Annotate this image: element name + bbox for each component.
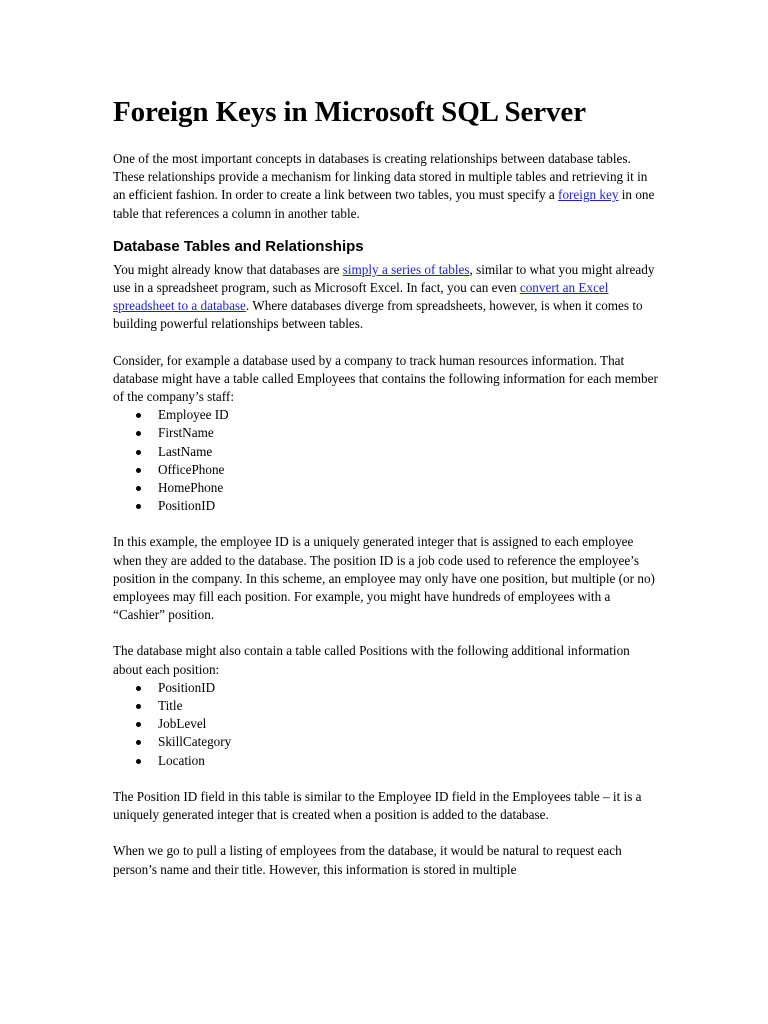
para1-text-1: You might already know that databases are [113, 261, 343, 277]
document-page [113, 94, 658, 879]
list-item: PositionID [113, 679, 658, 697]
para1-text-2: , similar to what you might already use in a spreadsheet program, such as Microsoft Excel. In fact, you can even [113, 261, 655, 296]
list-item: FirstName [113, 424, 658, 442]
foreign-key-link[interactable]: foreign key [558, 187, 619, 203]
document-title: Foreign Keys in Microsoft SQL Server [113, 96, 586, 128]
list-item: PositionID [113, 497, 658, 515]
list-item: Employee ID [113, 406, 658, 424]
paragraph-tables [113, 261, 658, 334]
position-fields-list [113, 679, 658, 770]
intro-text-1: One of the most important concepts in databases is creating relationships between database tables. These relationships provide a mechanism for linking data stored in multiple tables and retrieving it in an efficient fashion. In order to create a link between two tables, you must specify a [113, 151, 648, 203]
paragraph-positions-intro: The database might also contain a table called Positions with the following additional information about each position: [113, 643, 630, 677]
series-of-tables-link[interactable]: simply a series of tables [342, 261, 470, 277]
list-item: HomePhone [113, 479, 658, 497]
para1-text-3: . Where databases diverge from spreadsheets, however, is when it comes to building powerful relationships between tables. [113, 298, 643, 332]
intro-paragraph [113, 150, 658, 223]
section-heading: Database Tables and Relationships [113, 237, 364, 255]
employee-fields-list [113, 406, 658, 515]
paragraph-employee-id: In this example, the employee ID is a uniquely generated integer that is assigned to each employee when they are added to the database. The position ID is a job code used to reference the employee’s position in the company. In this scheme, an employee may only have one position, but multiple (or no) employees may fill each position. For example, you might have hundreds of employees with a “Cashier” position. [113, 534, 655, 623]
list-item: OfficePhone [113, 461, 658, 479]
paragraph-employees-intro: Consider, for example a database used by a company to track human resources information. That database might have a table called Employees that contains the following information for each member of the company’s staff: [113, 352, 658, 405]
paragraph-position-id: The Position ID field in this table is similar to the Employee ID field in the Employees table – it is a uniquely generated integer that is created when a position is added to the database. [113, 788, 642, 823]
convert-excel-link[interactable]: convert an Excel spreadsheet to a database [113, 280, 609, 314]
list-item: LastName [113, 443, 658, 461]
list-item: Location [113, 752, 658, 770]
list-item: JobLevel [113, 715, 658, 733]
list-item: SkillCategory [113, 733, 658, 751]
intro-text-2: in one table that references a column in another table. [113, 187, 655, 221]
paragraph-listing: When we go to pull a listing of employees from the database, it would be natural to request each person’s name and their title. However, this information is stored in multiple [113, 843, 622, 877]
list-item: Title [113, 697, 658, 715]
